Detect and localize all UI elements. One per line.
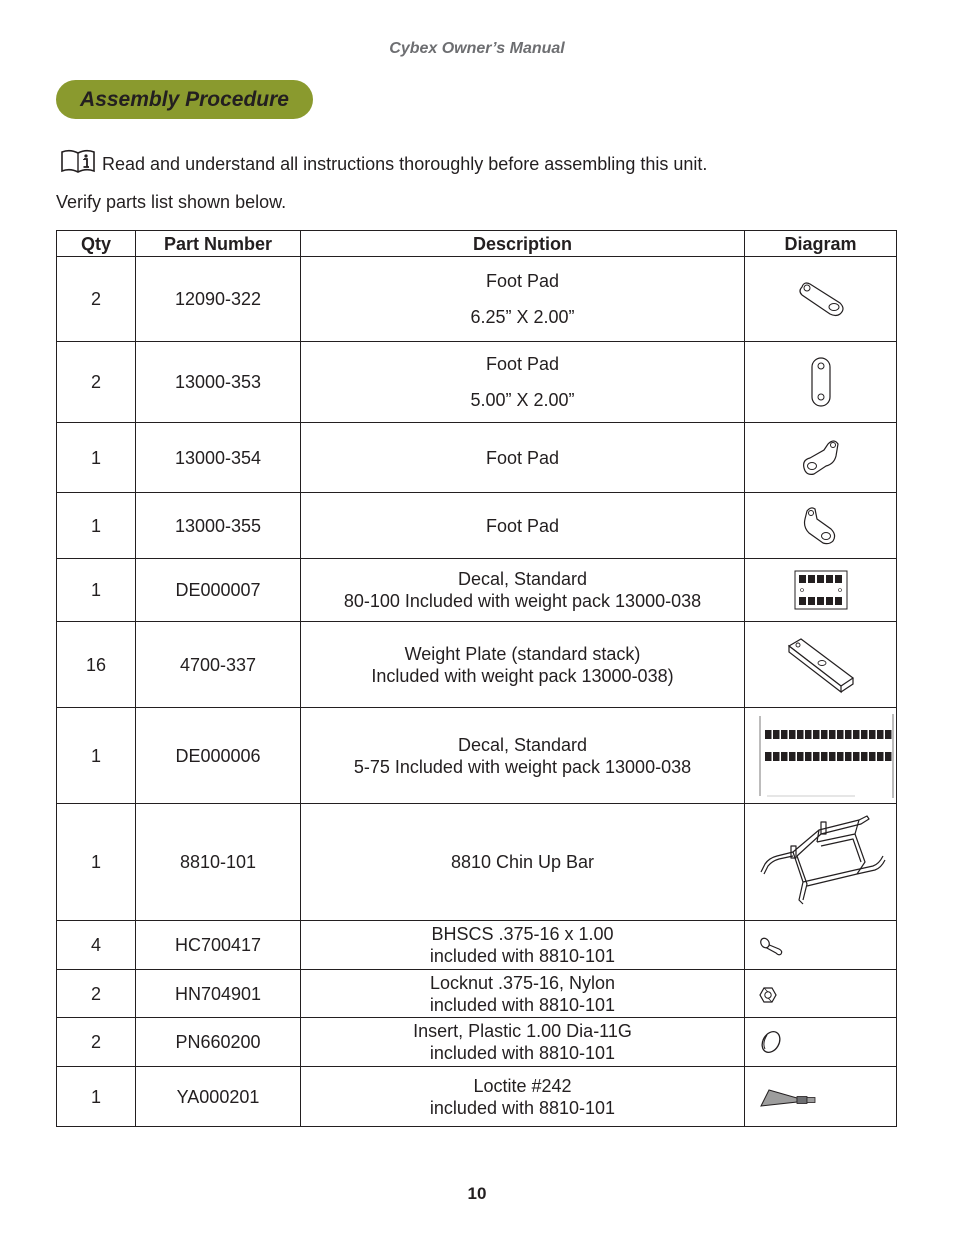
qty-header: Qty <box>57 231 136 257</box>
description-cell <box>301 921 745 970</box>
part-number-cell: HC700417 <box>136 921 301 970</box>
table-row <box>57 622 897 708</box>
manual-title: Cybex Owner’s Manual <box>389 40 565 57</box>
description-header: Description <box>301 231 745 257</box>
loctite-tube-icon <box>759 1088 817 1108</box>
description-line-1: Foot Pad <box>485 515 560 536</box>
description-cell <box>301 970 745 1018</box>
qty-cell: 2 <box>57 342 136 423</box>
table-row <box>57 970 897 1018</box>
page-number: 10 <box>467 1184 487 1203</box>
manual-info-icon <box>60 148 96 174</box>
diagram-header: Diagram <box>745 231 897 257</box>
decal-large-icon <box>747 712 895 800</box>
description-line-1: 8810 Chin Up Bar <box>450 852 595 872</box>
part-number-header: Part Number <box>136 231 301 257</box>
diagram-cell <box>745 1018 897 1067</box>
description-line-2: 80-100 Included with weight pack 13000-038 <box>343 591 702 611</box>
description-line-2: included with 8810-101 <box>429 994 616 1015</box>
table-row <box>57 921 897 970</box>
diagram-cell <box>745 804 897 921</box>
decal-small-icon <box>794 570 848 610</box>
section-title-badge <box>56 80 313 119</box>
diagram-cell <box>745 970 897 1018</box>
part-number-cell: 8810-101 <box>136 804 301 921</box>
qty-cell: 2 <box>57 1018 136 1067</box>
diagram-cell <box>745 1067 897 1127</box>
diagram-cell <box>745 342 897 423</box>
description-line-2: included with 8810-101 <box>429 946 616 966</box>
diagram-cell <box>745 708 897 804</box>
description-cell <box>301 1018 745 1067</box>
table-row <box>57 423 897 493</box>
plastic-insert-icon <box>759 1029 783 1055</box>
verify-text: Verify parts list shown below. <box>56 192 287 212</box>
description-line-2: included with 8810-101 <box>429 1043 616 1063</box>
parts-table <box>56 230 897 1127</box>
table-row <box>57 342 897 423</box>
description-line-1: Insert, Plastic 1.00 Dia-11G <box>413 1021 632 1041</box>
description-cell <box>301 423 745 493</box>
description-cell <box>301 1067 745 1127</box>
description-line-1: Weight Plate (standard stack) <box>404 643 641 664</box>
table-row <box>57 559 897 622</box>
description-line-2: 5-75 Included with weight pack 13000-038 <box>353 756 692 777</box>
description-line-2: 5.00” X 2.00” <box>470 390 575 410</box>
part-number-cell: 4700-337 <box>136 622 301 708</box>
part-number-cell: DE000006 <box>136 708 301 804</box>
description-line-1: Decal, Standard <box>457 734 588 755</box>
part-number-cell: PN660200 <box>136 1018 301 1067</box>
notice-text: Read and understand all instructions thoroughly before assembling this unit. <box>102 154 708 174</box>
description-cell <box>301 804 745 921</box>
diagram-cell <box>745 493 897 559</box>
diagram-cell <box>745 423 897 493</box>
diagram-cell <box>745 559 897 622</box>
description-line-2: Included with weight pack 13000-038) <box>371 665 674 686</box>
foot-pad-angled-icon <box>800 438 842 478</box>
description-line-1: Foot Pad <box>485 447 560 468</box>
qty-cell: 2 <box>57 257 136 342</box>
qty-cell: 16 <box>57 622 136 708</box>
description-line-2: 6.25” X 2.00” <box>470 307 575 327</box>
description-line-1: Loctite #242 <box>473 1075 572 1096</box>
chin-up-bar-icon <box>755 812 887 912</box>
part-number-cell: YA000201 <box>136 1067 301 1127</box>
description-cell <box>301 708 745 804</box>
qty-cell: 1 <box>57 1067 136 1127</box>
part-number-cell: 13000-353 <box>136 342 301 423</box>
qty-cell: 1 <box>57 423 136 493</box>
diagram-cell <box>745 622 897 708</box>
qty-cell: 1 <box>57 559 136 622</box>
section-title: Assembly Procedure <box>80 87 289 111</box>
description-line-1: Decal, Standard <box>457 569 588 589</box>
description-line-1: Locknut .375-16, Nylon <box>429 972 616 993</box>
qty-cell: 1 <box>57 804 136 921</box>
description-line-1: Foot Pad <box>485 271 560 291</box>
part-number-cell: HN704901 <box>136 970 301 1018</box>
part-number-cell: 12090-322 <box>136 257 301 342</box>
diagram-cell <box>745 257 897 342</box>
description-line-1: BHSCS .375-16 x 1.00 <box>431 924 614 944</box>
table-row <box>57 708 897 804</box>
description-cell <box>301 493 745 559</box>
foot-pad-long-icon <box>796 279 846 319</box>
description-line-1: Foot Pad <box>485 354 560 374</box>
bolt-icon <box>759 936 785 956</box>
part-number-cell: 13000-354 <box>136 423 301 493</box>
weight-plate-icon <box>785 636 857 694</box>
description-cell <box>301 257 745 342</box>
notice <box>60 148 707 174</box>
diagram-cell <box>745 921 897 970</box>
qty-cell: 2 <box>57 970 136 1018</box>
description-cell <box>301 559 745 622</box>
table-row <box>57 257 897 342</box>
table-row <box>57 1067 897 1127</box>
part-number-cell: 13000-355 <box>136 493 301 559</box>
table-row <box>57 804 897 921</box>
description-cell <box>301 342 745 423</box>
locknut-icon <box>759 986 777 1004</box>
table-row <box>57 1018 897 1067</box>
foot-pad-vertical-icon <box>808 356 834 408</box>
table-header-row <box>57 231 897 257</box>
table-row <box>57 493 897 559</box>
qty-cell: 1 <box>57 708 136 804</box>
qty-cell: 1 <box>57 493 136 559</box>
qty-cell: 4 <box>57 921 136 970</box>
description-line-2: included with 8810-101 <box>429 1097 616 1118</box>
part-number-cell: DE000007 <box>136 559 301 622</box>
description-cell <box>301 622 745 708</box>
foot-pad-small-icon <box>801 505 841 547</box>
